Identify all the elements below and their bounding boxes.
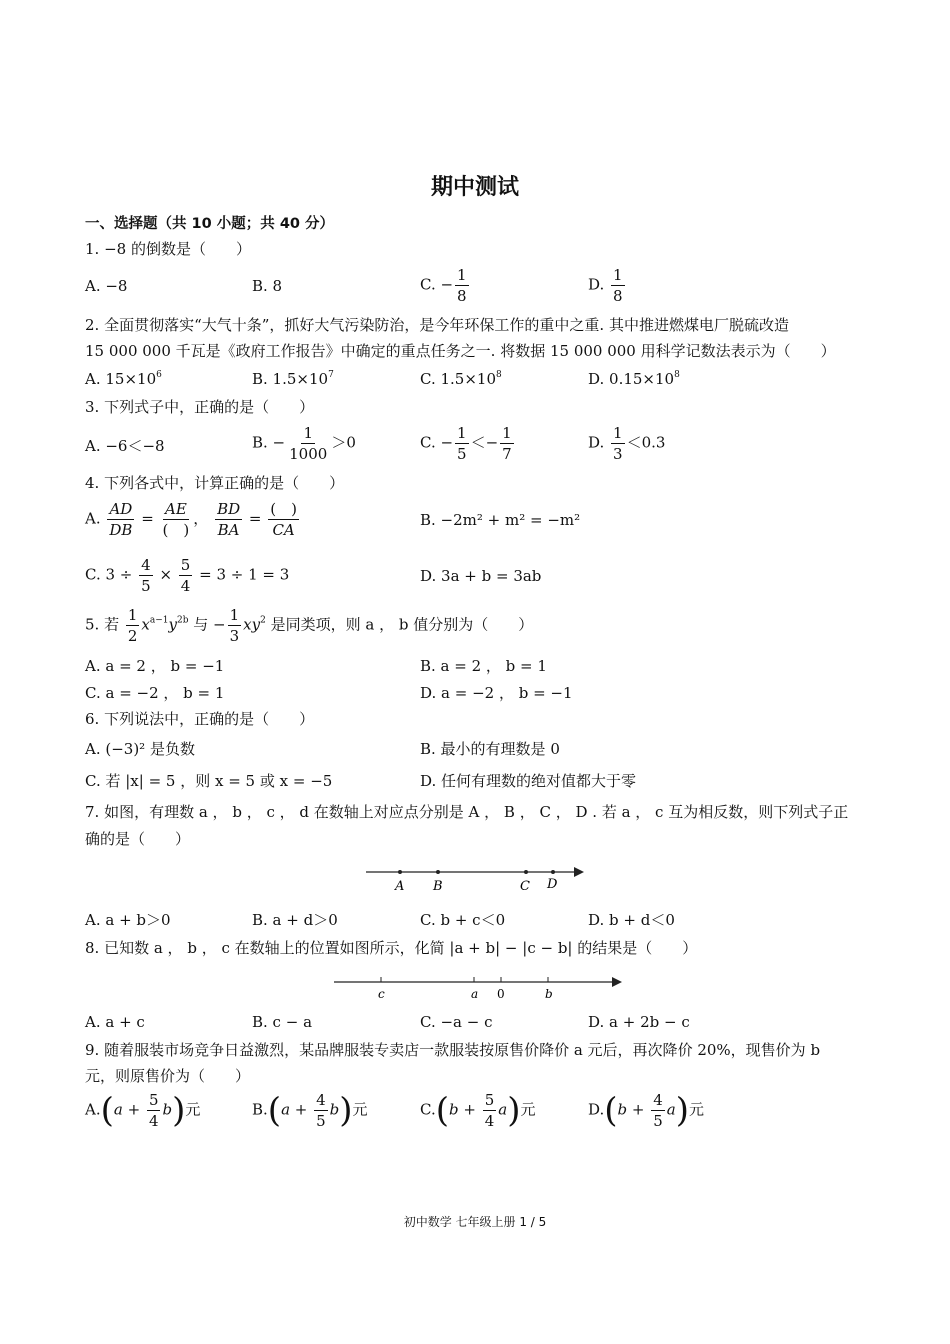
q9-stem-line1: 9. 随着服装市场竞争日益激烈，某品牌服装专卖店一款服装按原售价降价 a 元后，再次降价 20%，现售价为 b bbox=[85, 1041, 821, 1059]
q7-label-b: B bbox=[433, 879, 443, 894]
q7-option-c: C. b + c＜0 bbox=[420, 911, 506, 929]
q2-option-a: A. $15\times 10^6$ bbox=[85, 370, 162, 388]
q7-option-b: B. a + d＞0 bbox=[252, 911, 338, 929]
section-heading: 一、选择题（共 10 小题；共 40 分） bbox=[85, 216, 335, 232]
q6-stem: 6. 下列说法中，正确的是（ ） bbox=[85, 710, 315, 728]
q8-option-b: B. c − a bbox=[252, 1013, 313, 1031]
q5-option-c: C. a = −2 ， b = 1 bbox=[85, 684, 225, 702]
q9-option-d: D.(b + $\frac{4}{5}$ a)元 bbox=[588, 1090, 705, 1131]
q4-option-a: A. $\frac{AD}{DB}$ = $\frac{AE}{( )}$ ， $\frac{BD}{BA}$ = $\frac{( )}{CA}$ bbox=[85, 500, 297, 539]
q1-option-c: C. − $\frac{1}{8}$ bbox=[420, 266, 467, 305]
q1-option-b: B. 8 bbox=[252, 277, 283, 295]
q6-option-b: B. 最小的有理数是 0 bbox=[420, 740, 560, 758]
q2-option-d: D. $0.15\times 10^8$ bbox=[588, 370, 680, 388]
q4-stem: 4. 下列各式中，计算正确的是（ ） bbox=[85, 474, 345, 492]
q8-stem: 8. 已知数 a ， b ， c 在数轴上的位置如图所示，化简 |a + b| − |c − b| 的结果是（ ） bbox=[85, 939, 698, 957]
q8-label-zero: 0 bbox=[497, 987, 505, 1001]
q2-option-c: C. $1.5\times 10^8$ bbox=[420, 370, 502, 388]
q7-number-line bbox=[360, 860, 590, 896]
q8-label-c: c bbox=[378, 987, 385, 1001]
q7-option-a: A. a + b＞0 bbox=[85, 911, 171, 929]
q4-option-d: D. 3a + b = 3ab bbox=[420, 567, 542, 585]
q8-number-line bbox=[328, 972, 628, 1004]
q9-stem-line2: 元，则原售价为（ ） bbox=[85, 1067, 251, 1085]
q6-option-c: C. 若 |x| = 5 ，则 x = 5 或 x = −5 bbox=[85, 772, 333, 790]
q7-stem-line1: 7. 如图，有理数 a ， b ， c ， d 在数轴上对应点分别是 A ， B ， C ， D . 若 a ， c 互为相反数，则下列式子正 bbox=[85, 803, 849, 821]
q3-stem: 3. 下列式子中，正确的是（ ） bbox=[85, 398, 315, 416]
q7-label-d: D bbox=[547, 877, 558, 892]
q8-label-b: b bbox=[545, 987, 553, 1001]
q1-stem: 1. −8 的倒数是（ ） bbox=[85, 240, 251, 258]
q6-option-a: A. (−3)² 是负数 bbox=[85, 740, 195, 758]
q9-option-a: A.(a + $\frac{5}{4}$ b)元 bbox=[85, 1090, 201, 1131]
q9-option-b: B.(a + $\frac{4}{5}$ b)元 bbox=[252, 1090, 368, 1131]
q5-option-d: D. a = −2 ， b = −1 bbox=[420, 684, 573, 702]
q7-option-d: D. b + d＜0 bbox=[588, 911, 675, 929]
q4-option-c: C. 3 ÷ $\frac{4}{5}$ × $\frac{5}{4}$ = 3 ÷ 1 = 3 bbox=[85, 556, 290, 595]
q3-option-b: B. − $\frac{1}{1000}$ ＞0 bbox=[252, 424, 356, 463]
q8-option-a: A. a + c bbox=[85, 1013, 145, 1031]
q3-option-d: D. $\frac{1}{3}$ ＜0.3 bbox=[588, 424, 666, 463]
q4-option-b: B. −2m² + m² = −m² bbox=[420, 511, 581, 529]
q1-option-a: A. −8 bbox=[85, 277, 128, 295]
q6-option-d: D. 任何有理数的绝对值都大于零 bbox=[420, 772, 637, 790]
page-footer: 初中数学 七年级上册 1 / 5 bbox=[403, 1215, 547, 1229]
q7-label-c: C bbox=[520, 879, 530, 894]
q9-option-c: C.(b + $\frac{5}{4}$ a)元 bbox=[420, 1090, 536, 1131]
q1-option-d: D. $\frac{1}{8}$ bbox=[588, 266, 623, 305]
q8-option-c: C. −a − c bbox=[420, 1013, 493, 1031]
q7-stem-line2: 确的是（ ） bbox=[85, 830, 191, 848]
q2-stem-line2: 15 000 000 千瓦是《政府工作报告》中确定的重点任务之一. 将数据 15 000 000 用科学记数法表示为（ ） bbox=[85, 342, 836, 360]
q3-option-a: A. −6＜−8 bbox=[85, 437, 165, 455]
q2-stem-line1: 2. 全面贯彻落实“大气十条”，抓好大气污染防治，是今年环保工作的重中之重. 其中推进燃煤电厂脱硫改造 bbox=[85, 316, 789, 334]
q5-option-b: B. a = 2 ， b = 1 bbox=[420, 657, 547, 675]
q8-option-d: D. a + 2b − c bbox=[588, 1013, 690, 1031]
q5-option-a: A. a = 2 ， b = −1 bbox=[85, 657, 225, 675]
q7-label-a: A bbox=[395, 879, 405, 894]
q3-option-c: C. − $\frac{1}{5}$ ＜− $\frac{1}{7}$ bbox=[420, 424, 512, 463]
q8-label-a: a bbox=[471, 987, 479, 1001]
q2-option-b: B. $1.5\times 10^7$ bbox=[252, 370, 334, 388]
q5-stem: 5. 若 $\frac{1}{2}$ $x^{a-1}y^{2b}$ 与 − $\frac{1}{3}$ $xy^2$ 是同类项，则 a ， b 值分别为（ ） bbox=[85, 606, 534, 645]
page-title: 期中测试 bbox=[430, 175, 519, 200]
